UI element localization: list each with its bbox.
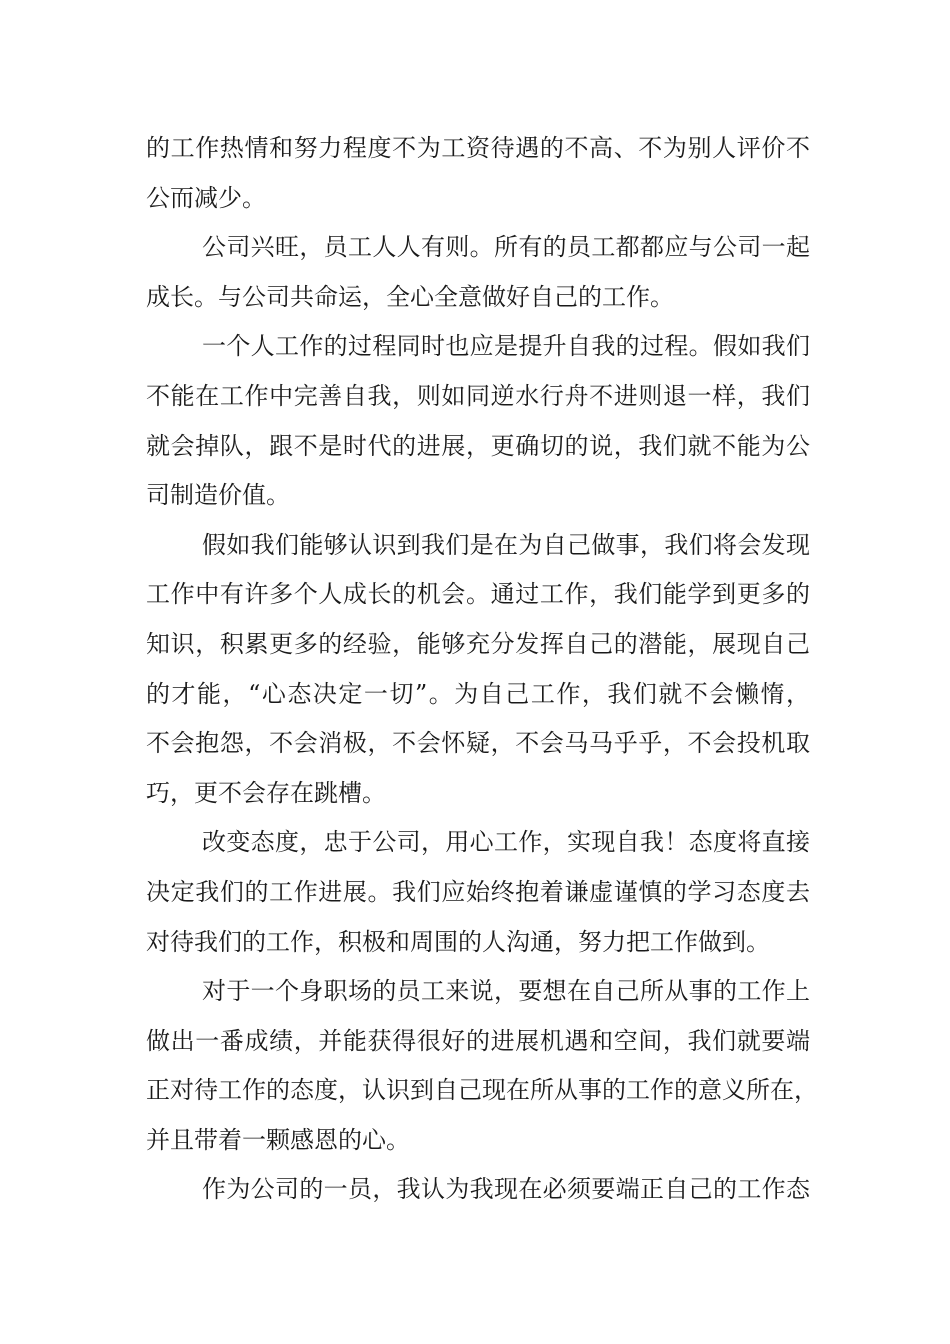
- text-line: 知识，积累更多的经验，能够充分发挥自己的潜能，展现自己: [146, 629, 810, 658]
- text-line: 不能在工作中完善自我，则如同逆水行舟不进则退一样，我们: [146, 381, 810, 410]
- text-line: 对待我们的工作，积极和周围的人沟通，努力把工作做到。: [146, 927, 770, 956]
- text-line: 公而减少。: [146, 183, 266, 212]
- text-line: 正对待工作的态度，认识到自己现在所从事的工作的意义所在，: [146, 1076, 818, 1105]
- text-line: 工作中有许多个人成长的机会。通过工作，我们能学到更多的: [146, 580, 810, 609]
- text-line: 司制造价值。: [146, 481, 290, 510]
- text-line: 巧，更不会存在跳槽。: [146, 778, 386, 807]
- text-line: 成长。与公司共命运，全心全意做好自己的工作。: [146, 282, 674, 311]
- document-body: [146, 124, 818, 1215]
- text-line: 假如我们能够认识到我们是在为自己做事，我们将会发现: [202, 530, 810, 559]
- text-line: 对于一个身职场的员工来说，要想在自己所从事的工作上: [202, 977, 810, 1006]
- text-line: 不会抱怨，不会消极，不会怀疑，不会马马乎乎，不会投机取: [146, 729, 810, 758]
- text-line: 公司兴旺，员工人人有则。所有的员工都都应与公司一起: [202, 233, 810, 262]
- text-line: 一个人工作的过程同时也应是提升自我的过程。假如我们: [202, 332, 810, 361]
- text-line: 决定我们的工作进展。我们应始终抱着谦虚谨慎的学习态度去: [146, 877, 810, 906]
- text-line: 做出一番成绩，并能获得很好的进展机遇和空间，我们就要端: [146, 1026, 810, 1055]
- text-line: 改变态度，忠于公司，用心工作，实现自我！态度将直接: [202, 828, 810, 857]
- text-line: 作为公司的一员，我认为我现在必须要端正自己的工作态: [202, 1175, 810, 1204]
- text-line: 并且带着一颗感恩的心。: [146, 1125, 410, 1154]
- text-line: 的才能，“心态决定一切”。为自己工作，我们就不会懒惰，: [146, 679, 810, 708]
- text-line: 就会掉队，跟不是时代的进展，更确切的说，我们就不能为公: [146, 431, 810, 460]
- text-line: 的工作热情和努力程度不为工资待遇的不高、不为别人评价不: [146, 134, 810, 162]
